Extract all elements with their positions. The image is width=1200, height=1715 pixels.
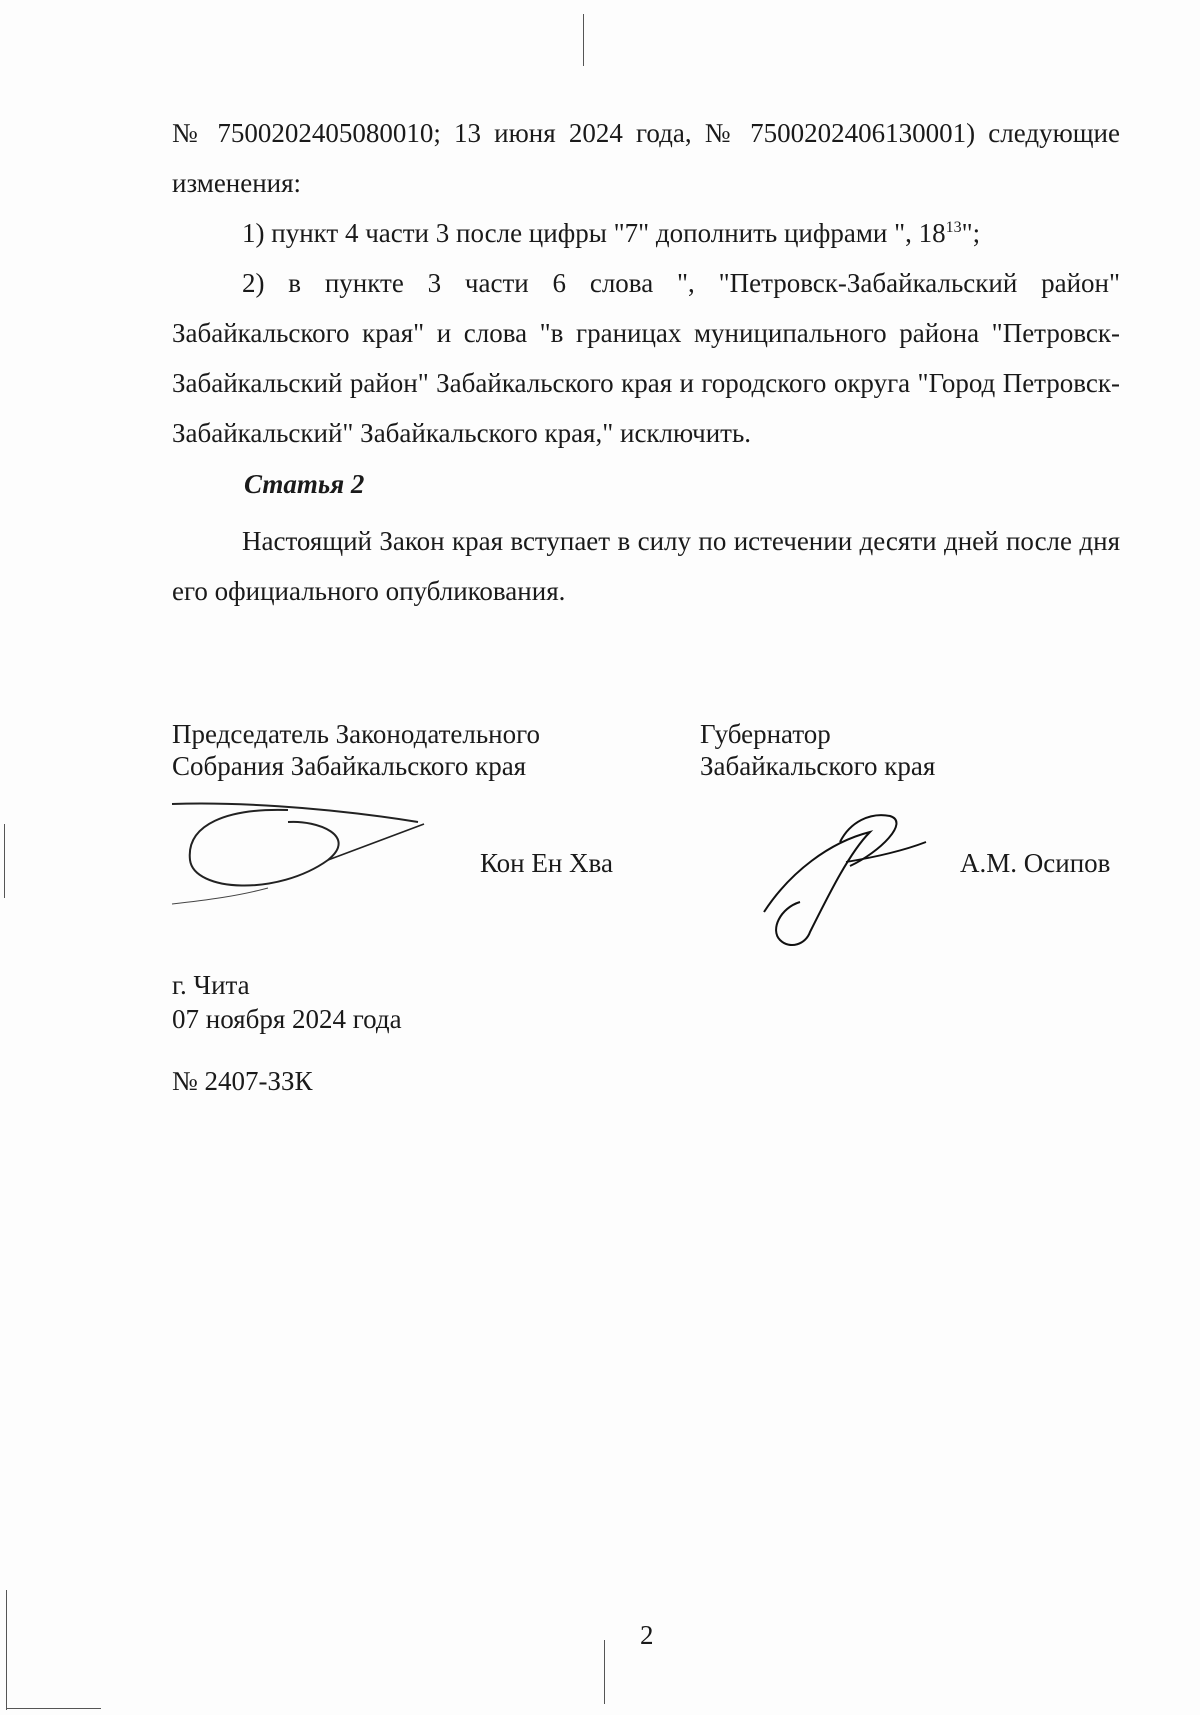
scan-edge-mark-bottom-left: [6, 1590, 7, 1710]
governor-title-line1: Губернатор: [700, 719, 831, 749]
place: г. Чита: [172, 970, 250, 1000]
chairman-title: [172, 718, 540, 782]
scan-edge-mark-bottom: [604, 1640, 605, 1704]
scan-edge-mark-left: [4, 824, 5, 898]
chairman-title-line1: Председатель Законодательного: [172, 719, 541, 749]
item1-superscript: 13: [945, 219, 962, 236]
law-number: № 2407-ЗЗК: [172, 1066, 313, 1096]
article-2-heading: Статья 2: [244, 469, 365, 499]
governor-title: [700, 718, 935, 782]
amendment-item-2: 2) в пункте 3 части 6 слова ", "Петровск-Забайкальский район" Забайкальского края" и слова "в границах муниципального района "Петровск-Забайкальский район" Забайкальского края и городского округа "Город Петровск-Забайкальский" Забайкальского края," исключить.: [172, 268, 1120, 448]
chairman-title-line2: Собрания Забайкальского края: [172, 751, 527, 781]
item1-text: 1) пункт 4 части 3 после цифры "7" дополнить цифрами ", 18: [242, 218, 946, 248]
page-number: 2: [640, 1620, 654, 1650]
place-and-date: [172, 968, 402, 1036]
chairman-signature: [168, 800, 428, 910]
governor-name: А.М. Осипов: [960, 848, 1111, 878]
item1-text-end: ";: [961, 218, 981, 248]
article-2-text: Настоящий Закон края вступает в силу по истечении десяти дней после дня его официального опубликования.: [172, 526, 1120, 606]
scan-edge-mark-top: [583, 14, 584, 66]
governor-signature: [760, 812, 930, 952]
chairman-name: Кон Ен Хва: [480, 848, 613, 878]
governor-title-line2: Забайкальского края: [700, 751, 936, 781]
date: 07 ноября 2024 года: [172, 1004, 402, 1034]
scan-edge-mark-bottom-line: [6, 1708, 101, 1709]
amendment-item-1: [172, 208, 1120, 258]
intro-paragraph: № 7500202405080010; 13 июня 2024 года, № 7500202406130001) следующие изменения:: [172, 118, 1120, 198]
